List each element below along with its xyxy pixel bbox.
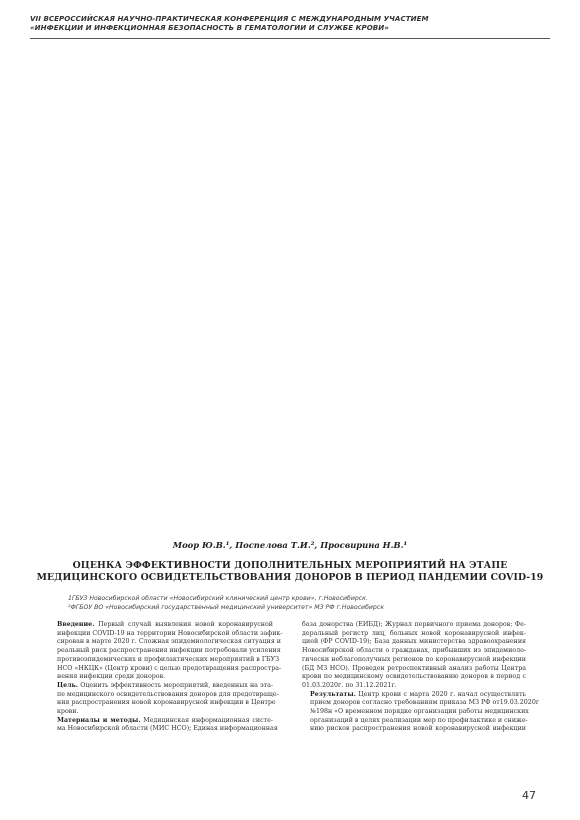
goal-label: Цель. (57, 681, 78, 689)
text-line: противоэпидемических и профилактических мероприятий в ГБУЗ (57, 655, 280, 663)
text-line: гически неблагополучных регионов по коронавирусной инфекции (302, 655, 526, 663)
text-line: организаций в целях реализации мер по профилактике и сниже- (310, 716, 528, 724)
results-label: Результаты. (310, 690, 356, 698)
results-paragraph (302, 690, 540, 735)
methods-label: Материалы и методы. (57, 716, 141, 724)
text-line: Оценить эффективность мероприятий, введенных на эта- (80, 681, 273, 689)
text-line: цией (ФР COVID-19); База данных министерства здравоохранения (302, 638, 526, 646)
article-title-line-2: МЕДИЦИНСКОГО ОСВИДЕТЕЛЬСТВОВАНИЯ ДОНОРОВ В ПЕРИОД ПАНДЕМИИ COVID-19 (36, 572, 544, 583)
affiliation-1: 1ГБУЗ Новосибирской области «Новосибирский клинический центр крови», г.Новосибирск. (68, 595, 368, 602)
affiliations (68, 594, 538, 612)
text-line: нию рисков распространения новой коронавирусной инфекции (310, 725, 526, 733)
methods-continued-paragraph (302, 621, 526, 691)
text-line: крови. (57, 708, 79, 716)
text-line: сирован в марте 2020 г. Сложная эпидемиологическая ситуация и (57, 638, 282, 646)
text-line: ния распространения новой коронавирусной инфекции в Центре (57, 699, 276, 707)
article-title-line-1: ОЦЕНКА ЭФФЕКТИВНОСТИ ДОПОЛНИТЕЛЬНЫХ МЕРОПРИЯТИЙ НА ЭТАПЕ (72, 560, 508, 571)
conference-header-line-2: «ИНФЕКЦИИ И ИНФЕКЦИОННАЯ БЕЗОПАСНОСТЬ В ГЕМАТОЛОГИИ И СЛУЖБЕ КРОВИ» (30, 23, 389, 33)
methods-paragraph (49, 716, 278, 734)
text-line: 01.03.2020г. по 31.12.2021г. (302, 681, 397, 689)
text-line: реальный риск распространения инфекции потребовали усиления (57, 647, 281, 655)
goal-paragraph (49, 681, 279, 717)
text-line: Новосибирской области о гражданах, прибывших из эпидемиоло- (302, 647, 526, 655)
text-line: (БД МЗ НСО). Проведен ретроспективный анализ работы Центра (302, 664, 526, 672)
authors: Моор Ю.В.¹, Поспелова Т.И.², Просвирина Н.В.¹ (172, 540, 408, 550)
affiliation-2: ²ФГБОУ ВО «Новосибирский государственный медицинский университет» МЗ РФ г.Новосибирск (68, 604, 384, 612)
conference-header-line-1: VII ВСЕРОССИЙСКАЯ НАУЧНО-ПРАКТИЧЕСКАЯ КОНФЕРЕНЦИЯ С МЕЖДУНАРОДНЫМ УЧАСТИЕМ (30, 14, 429, 23)
introduction-label: Введение. (57, 621, 95, 628)
text-line: база донорства (ЕИБД); Журнал первичного приема доноров; Фе- (302, 621, 526, 628)
text-line: Первый случай выявления новой коронавирусной (98, 621, 273, 628)
text-line: деральный регистр лиц, больных новой коронавирусной инфек- (302, 629, 526, 637)
text-line: инфекции COVID-19 на территории Новосибирской области зафик- (57, 629, 283, 637)
text-line: крови по медицинскому освидетельствованию доноров в период с (302, 673, 526, 681)
text-line: Центр крови с марта 2020 г. начал осуществлять (358, 690, 526, 698)
article-title (30, 560, 550, 584)
text-line: прием доноров согласно требованиям приказа МЗ РФ от19.03.2020г (310, 699, 540, 707)
right-column (302, 621, 540, 734)
text-line: пе медицинского освидетельствования доноров для предотвраще- (57, 690, 279, 698)
text-line: нения инфекции среди доноров. (57, 673, 166, 681)
conference-header (30, 14, 550, 39)
text-line: НСО «НКЦК» (Центр крови) с целью предотвращения распростра- (57, 664, 282, 672)
text-line: №198н «О временном порядке организации работы медицинских (310, 708, 529, 716)
introduction-paragraph (49, 621, 283, 682)
text-line: Медицинская информационная систе- (143, 716, 273, 724)
left-column (49, 621, 283, 734)
page-number: 47 (522, 789, 536, 802)
text-line: ма Новосибирской области (МИС НСО); Единая информационная (57, 725, 278, 733)
